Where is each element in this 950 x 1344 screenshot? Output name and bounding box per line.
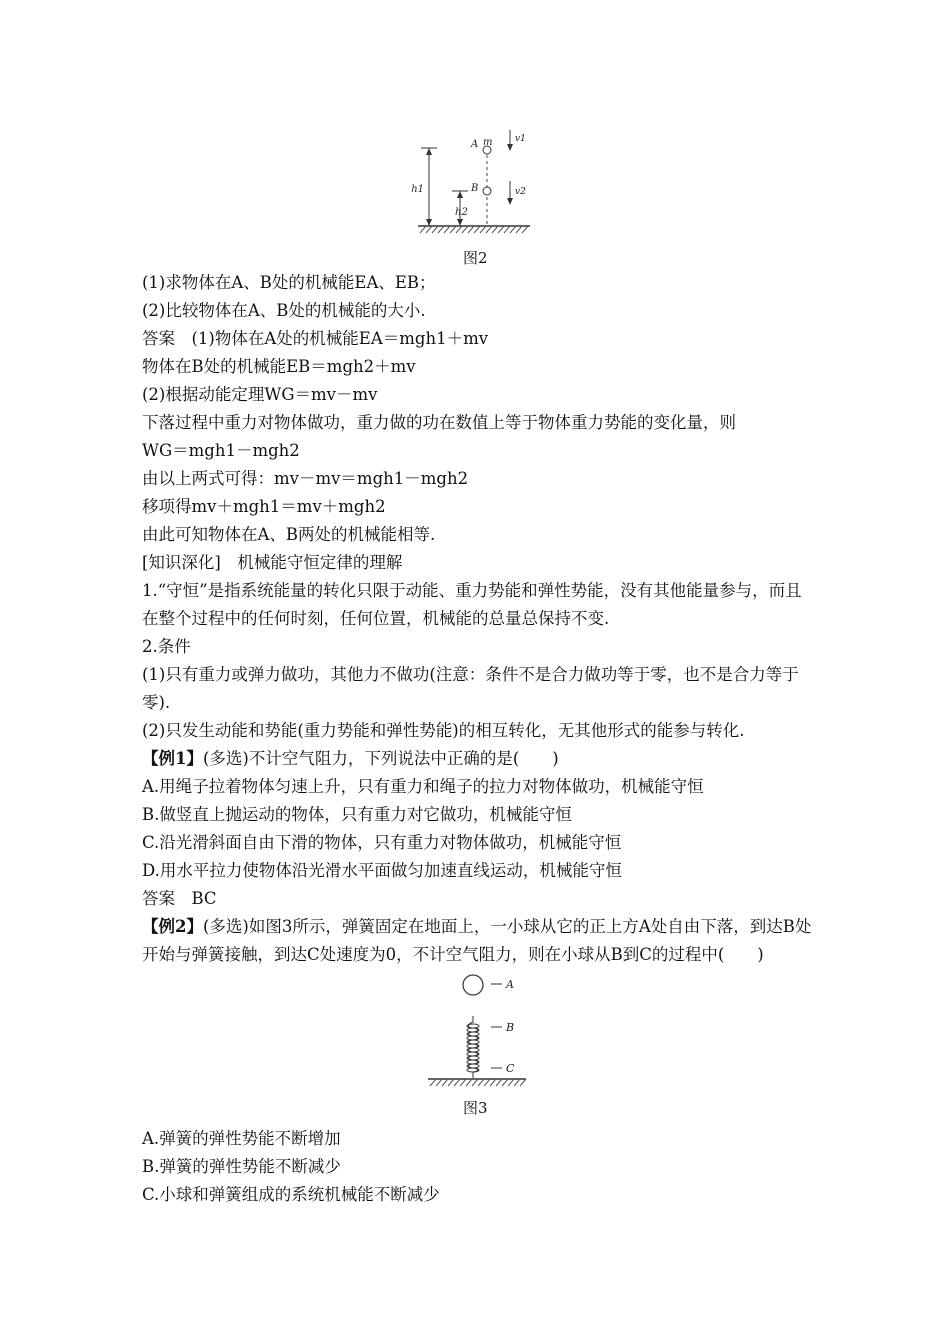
ground-hatching [430, 1079, 526, 1086]
example-2-tag: 【例2】 [142, 917, 203, 936]
example-1-option-c: C.沿光滑斜面自由下滑的物体，只有重力对物体做功，机械能守恒 [142, 833, 622, 852]
example-2-stem: (多选)如图3所示，弹簧固定在地面上，一小球从它的正上方A处自由下落，到达B处开始与弹簧接触，到达C处速度为0，不计空气阻力，则在小球从B到C的过程中( ) [142, 917, 812, 964]
label-B: B [471, 183, 479, 194]
knowledge-title: [知识深化] 机械能守恒定律的理解 [142, 553, 403, 572]
example-2-option-c: C.小球和弹簧组成的系统机械能不断减少 [142, 1185, 440, 1204]
v2-arrow-head [507, 198, 513, 205]
label-A: A [471, 139, 479, 150]
example-2-stem-block [142, 913, 812, 969]
ball-B [483, 187, 491, 195]
answer-line-6: 由以上两式可得：mv－mv＝mgh1－mgh2 [142, 469, 469, 488]
example-1-option-d: D.用水平拉力使物体沿光滑水平面做匀加速直线运动，机械能守恒 [142, 861, 622, 880]
knowledge-point-1: 1.“守恒”是指系统能量的转化只限于动能、重力势能和弹性势能，没有其他能量参与，而且在整个过程中的任何时刻，任何位置，机械能的总量总保持不变. [142, 581, 802, 628]
answer-line-5: WG＝mgh1－mgh2 [142, 441, 300, 460]
ball [463, 975, 483, 995]
question-1: (1)求物体在A、B处的机械能EA、EB； [142, 273, 436, 292]
example-1-answer: 答案 BC [142, 889, 217, 908]
figure-3-caption: 图3 [463, 1099, 488, 1117]
knowledge-point-2: 2.条件 [142, 637, 191, 656]
example-1-stem-line [142, 749, 559, 769]
example-2-option-b: B.弹簧的弹性势能不断减少 [142, 1157, 341, 1176]
label-m: m [483, 137, 493, 148]
ground-hatching [420, 226, 528, 233]
figure-2-caption: 图2 [463, 249, 488, 267]
answer-line-3: (2)根据动能定理WG＝mv－mv [142, 385, 378, 404]
h1-arrow-up [426, 148, 432, 155]
label-B: B [506, 1021, 515, 1034]
answer-line-7: 移项得mv＋mgh1＝mv＋mgh2 [142, 497, 386, 516]
knowledge-condition-2: (2)只发生动能和势能(重力势能和弹性势能)的相互转化，无其他形式的能参与转化. [142, 721, 745, 740]
example-1-option-a: A.用绳子拉着物体匀速上升，只有重力和绳子的拉力对物体做功，机械能守恒 [142, 777, 704, 796]
h2-arrow-up [457, 191, 463, 198]
v1-label: v1 [515, 134, 526, 144]
answer-line-2: 物体在B处的机械能EB＝mgh2＋mv [142, 357, 416, 376]
answer-line-4: 下落过程中重力对物体做功，重力做的功在数值上等于物体重力势能的变化量，则 [142, 413, 736, 432]
v1-arrow-head [507, 144, 513, 151]
h1-label: h1 [411, 184, 424, 195]
knowledge-condition-1: (1)只有重力或弹力做功，其他力不做功(注意：条件不是合力做功等于零，也不是合力等于零). [142, 665, 799, 712]
h1-arrow-down [426, 219, 432, 226]
answer-line-1: 答案 (1)物体在A处的机械能EA＝mgh1＋mv [142, 329, 489, 348]
figure-2-diagram [0, 125, 950, 235]
h2-label: h2 [455, 207, 468, 218]
label-C: C [506, 1062, 515, 1075]
spring [467, 1016, 479, 1078]
answer-line-8: 由此可知物体在A、B两处的机械能相等. [142, 525, 436, 544]
label-A: A [506, 978, 514, 991]
example-1-option-b: B.做竖直上抛运动的物体，只有重力对它做功，机械能守恒 [142, 805, 572, 824]
figure-3-diagram [0, 970, 950, 1090]
example-1-stem: (多选)不计空气阻力，下列说法中正确的是( ) [202, 749, 559, 768]
v2-label: v2 [515, 187, 526, 197]
example-2-option-a: A.弹簧的弹性势能不断增加 [142, 1129, 341, 1148]
question-2: (2)比较物体在A、B处的机械能的大小. [142, 301, 426, 320]
example-1-tag: 【例1】 [142, 749, 203, 768]
h2-arrow-down [457, 219, 463, 226]
